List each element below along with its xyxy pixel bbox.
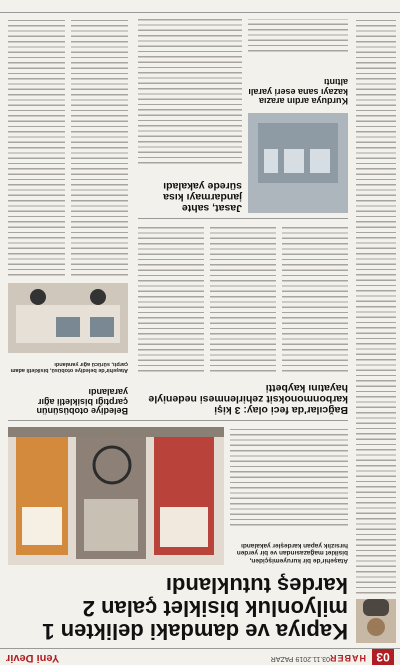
story-3-text bbox=[138, 19, 242, 165]
story-5-headline: Belediye otobüsünün çarptığı bisikletli ağır yaralandı bbox=[36, 387, 128, 416]
story-2-headline: Bağcılar'da feci olay: 3 kişi karbonmonoksit zehirlenmesi nedeniyle hayatını kaybetti bbox=[148, 381, 348, 416]
story-5-text bbox=[8, 19, 128, 277]
section-name: HABER bbox=[328, 653, 366, 663]
story-3-photo bbox=[248, 113, 348, 213]
story-2-text bbox=[138, 223, 348, 373]
newspaper-logo: Yeni Devir bbox=[6, 652, 60, 664]
main-story-text bbox=[230, 427, 348, 527]
main-deck: Ataşehir'de bir kuruyemişçiden, bisiklet mağazasından ve bir yerden hırsızlık yapan kardeşler yakalandı bbox=[236, 542, 348, 564]
story-4-headline: Kurduya ardın arazıa kazayı sana eseri yaralı altıntı bbox=[248, 77, 348, 106]
left-column-text bbox=[356, 20, 396, 595]
story-4-text bbox=[248, 19, 348, 53]
story-5-deck: Ataşehir'de belediye otobüsü, bisikletli adam çarptı, sürücü ağır yaralandı bbox=[10, 360, 128, 373]
story-5-photo bbox=[8, 283, 128, 353]
issue-date: 03.11.2019 PAZAR bbox=[270, 655, 330, 662]
columnist-photo bbox=[356, 599, 396, 643]
main-headline: Kapıya ve damdaki delikten 1 milyonluk bisiklet çalan 2 kardeş tutuklandı bbox=[42, 572, 348, 644]
page-number: 03 bbox=[372, 649, 394, 665]
main-story-photo bbox=[8, 427, 224, 565]
page-header-bar bbox=[0, 648, 400, 665]
story-3-headline: Jasat, sahte jandarmayı kısa sürede yakaladı bbox=[163, 179, 242, 214]
